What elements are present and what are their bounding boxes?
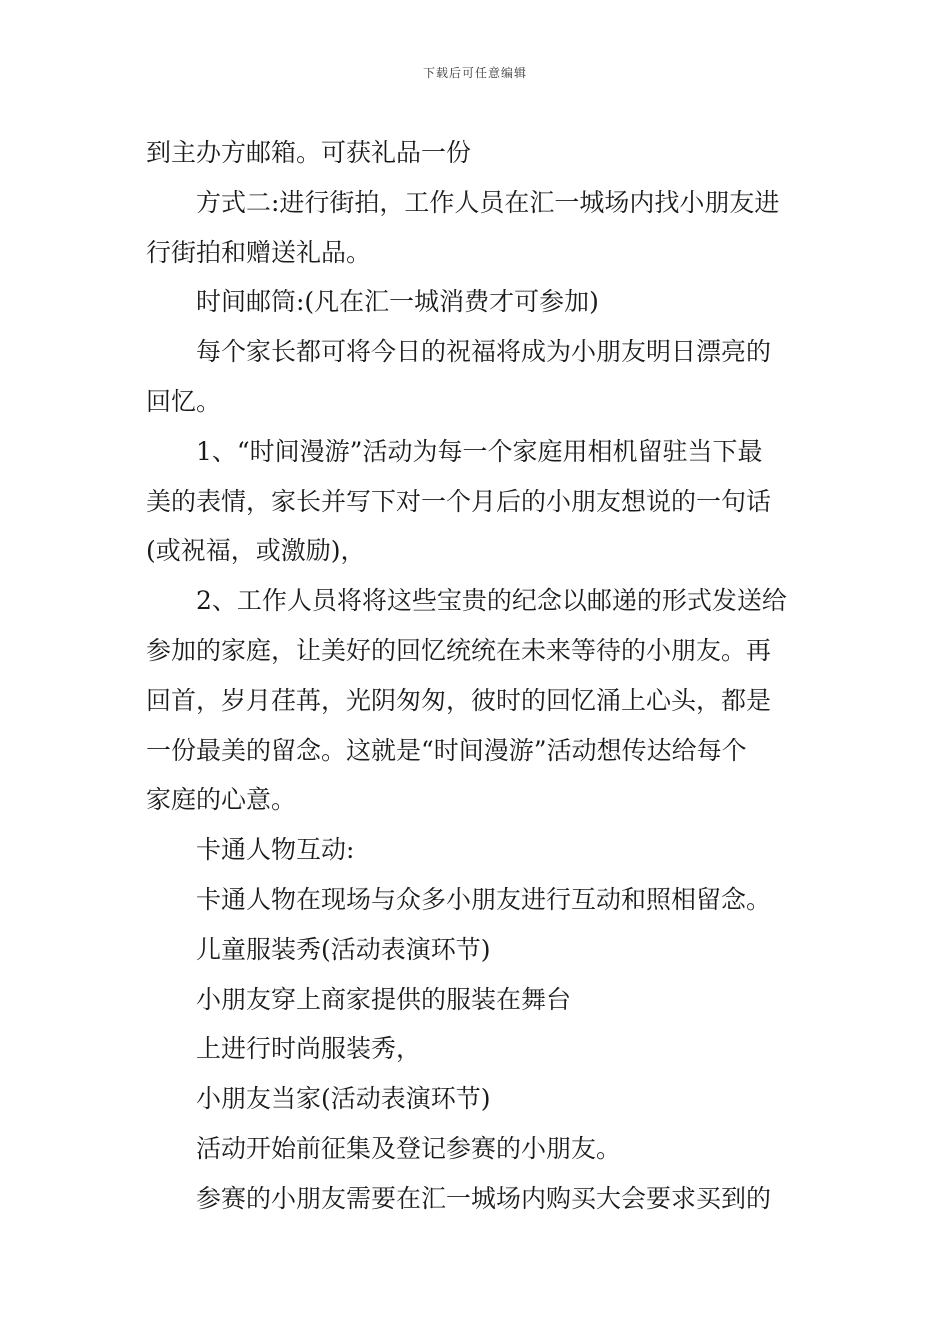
text-line: 到主办方邮箱。可获礼品一份 xyxy=(146,138,472,167)
text-line: 儿童服装秀(活动表演环节) xyxy=(196,934,491,964)
text-line: 参赛的小朋友需要在汇一城场内购买大会要求买到的 xyxy=(196,1183,772,1213)
text-line: 时间邮筒:(凡在汇一城消费才可参加) xyxy=(196,287,599,317)
text-line: 上进行时尚服装秀， xyxy=(196,1034,422,1064)
page-header: 下载后可任意编辑 xyxy=(422,66,527,80)
document-body xyxy=(146,128,808,1224)
text-line: 方式二:进行街拍，工作人员在汇一城场内找小朋友进 xyxy=(196,187,780,217)
text-line: 美的表情，家长并写下对一个月后的小朋友想说的一句话 xyxy=(146,486,772,516)
text-line: 每个家长都可将今日的祝福将成为小朋友明日漂亮的 xyxy=(196,337,772,367)
text-line: 小朋友穿上商家提供的服装在舞台 xyxy=(196,984,572,1014)
text-line: (或祝福，或激励)， xyxy=(146,536,366,566)
text-line: 1、“时间漫游”活动为每一个家庭用相机留驻当下最 xyxy=(196,436,763,466)
text-line: 回首，岁月荏苒，光阴匆匆，彼时的回忆涌上心头，都是 xyxy=(146,685,772,715)
text-line: 家庭的心意。 xyxy=(146,785,297,815)
text-line: 一份最美的留念。这就是“时间漫游”活动想传达给每个 xyxy=(146,735,747,765)
text-line: 行街拍和赠送礼品。 xyxy=(146,237,372,267)
text-line: 卡通人物在现场与众多小朋友进行互动和照相留念。 xyxy=(196,884,772,914)
text-line: 回忆。 xyxy=(146,386,222,416)
text-line: 活动开始前征集及登记参赛的小朋友。 xyxy=(196,1133,622,1163)
text-line: 小朋友当家(活动表演环节) xyxy=(196,1084,491,1114)
text-line: 2、工作人员将将这些宝贵的纪念以邮递的形式发送给 xyxy=(196,586,787,616)
text-line: 卡通人物互动: xyxy=(196,835,355,865)
text-line: 参加的家庭，让美好的回忆统统在未来等待的小朋友。再 xyxy=(146,635,772,665)
